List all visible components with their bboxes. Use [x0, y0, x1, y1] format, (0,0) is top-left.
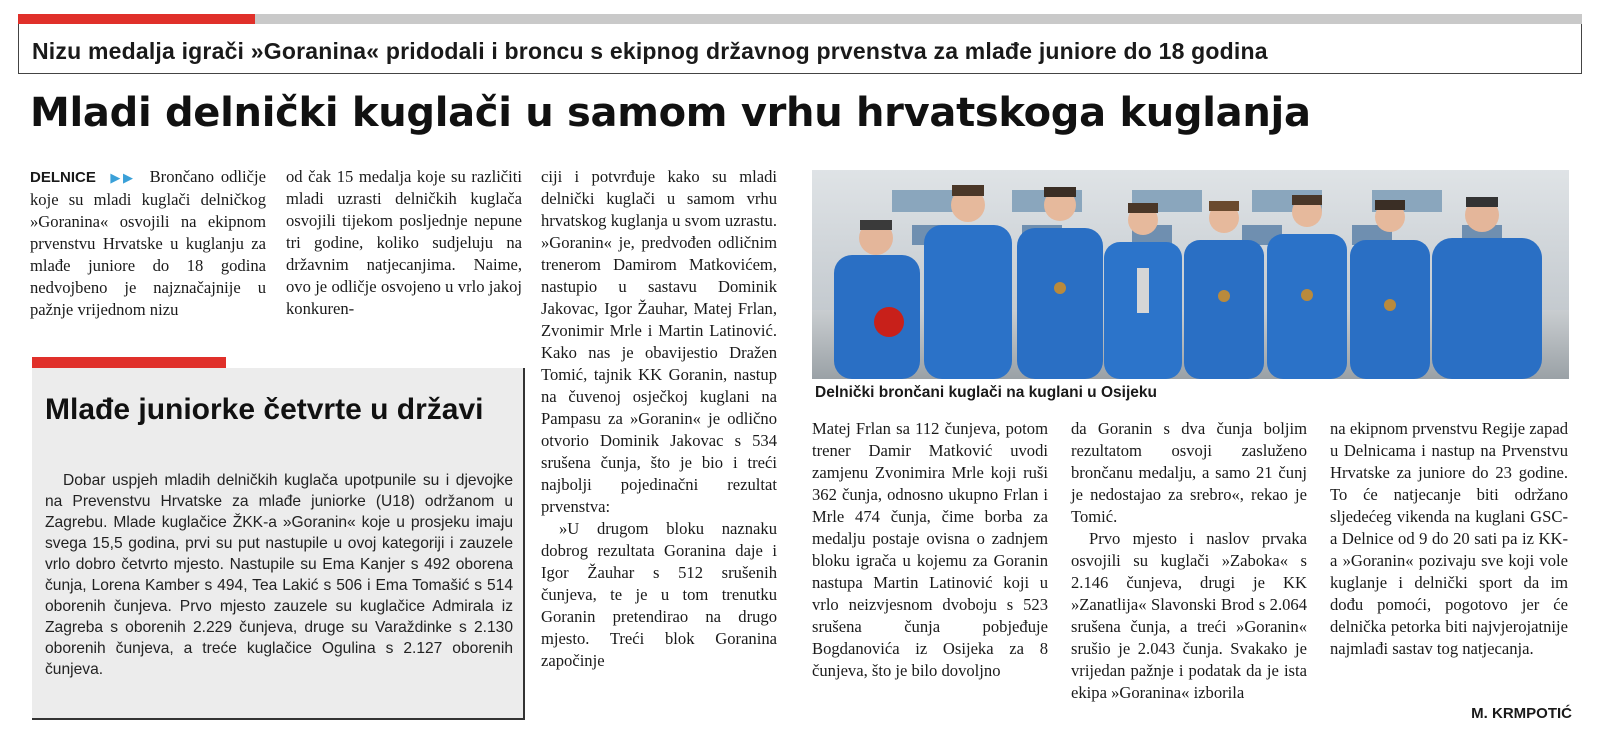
- col5-paragraph-1: da Goranin s dva čunja boljim rezultatom osvoji zasluženo brončanu medalju, a samo 21 čunj je nedostajao za srebro«, rekao je Tomić.: [1071, 419, 1307, 526]
- team-photo: [812, 170, 1569, 379]
- col4-text: Matej Frlan sa 112 čunjeva, potom trener Damir Matković uvodi zamjenu Zvonimira Mrle koji ruši 362 čunja, odnosno ukupno Frlan i Mrle 474 čunja, čime borba za medalju postaje ovisna o zadnjem bloku igrača u kojemu za Goranin nastupa Martin Latinović koji u vrlo neizvjesnom dvoboju s 523 srušena čunja pobjeđuje Bogdanovića iz Osijeka za 8 čunjeva, što je bilo dovoljno: [812, 419, 1048, 680]
- col2-text: od čak 15 medalja koje su različiti mladi uzrasti delničkih kuglača osvojili tijekom posljednje nepune tri godine, koliko sudjeluju na državnim natjecanjima. Naime, ovo je odličje osvojeno u vrlo jakoj konkuren-: [286, 167, 522, 318]
- dateline: DELNICE: [30, 169, 96, 186]
- sidebar-text: Dobar uspjeh mladih delničkih kuglača upotpunile su i djevojke na Prevenstvu Hrvatske za mlađe juniorke (U18) održanom u Zagrebu. Mlade kuglačice ŽKK-a »Goranin« koje u prosjeku imaju svega 15,5 godina, prvi su put nastupile u ovoj kategoriji i zauzele vrlo dobro četvrto mjesto. Nastupile su Ema Kanjer s 492 oborena čunja, Lorena Kamber s 494, Tea Lakić s 506 i Ema Tomašić s 514 oborenih čunjeva. Prvo mjesto zauzele su kuglačice Admirala iz Zagreba s oborenih 2.229 čunjeva, druge su Varaždinke s 2.130 oborenih čunjeva, a treće kuglačice Ogulina s 2.127 oborenih čunjeva.: [45, 472, 513, 678]
- photo-caption: Delnički brončani kuglači na kuglani u Osijeku: [815, 384, 1157, 401]
- col3-paragraph-1: ciji i potvrđuje kako su mladi delnički kuglači u samom vrhu hrvatskog kuglanja u svom uzrastu. »Goranin« je, predvođen odličnim trenerom Damirom Matkovićem, nastupio u sastavu Dominik Jakovac, Igor Žauhar, Matej Frlan, Zvonimir Mrle i Martin Latinović. Kako nas je obavijestio Dražen Tomić, tajnik KK Goranin, nastup na čuvenoj osječkoj kuglani na Pampasu za »Goranin« je odlično otvorio Dominik Jakovac s 534 srušena čunja, što je bio i treći najbolji pojedinačni rezultat prvenstva:: [541, 167, 777, 516]
- sidebar-text-block: [45, 470, 513, 680]
- sidebar-title: Mlađe juniorke četvrte u državi: [45, 393, 484, 426]
- article-column-4: [812, 418, 1048, 682]
- top-grey-bar: [255, 14, 1582, 24]
- team-photo-illustration: [812, 170, 1569, 379]
- headline: Mladi delnički kuglači u samom vrhu hrvatskoga kuglanja: [30, 90, 1311, 136]
- col3-paragraph-2: »U drugom bloku naznaku dobrog rezultata Goranina daje i Igor Žauhar s 512 srušenih čunjeva, te je u tom trenutku Goranin pretendirao na drugo mjesto. Treći blok Goranina započinje: [541, 519, 777, 670]
- article-column-1: [30, 166, 266, 321]
- top-accent-bar: [18, 14, 255, 24]
- article-column-2: [286, 166, 522, 320]
- kicker: Nizu medalja igrači »Goranina« pridodali i broncu s ekipnog državnog prvenstva za mlađe juniore do 18 godina: [32, 38, 1268, 64]
- col5-paragraph-2: Prvo mjesto i naslov prvaka osvojili su kuglači »Zaboka« s 2.146 čunjeva, drugi je KK »Zanatlija« Slavonski Brod s 2.064 srušena čunja, a treći »Goranin« srušio je 2.043 čunja. Svakako je vrijedan pažnje i podatak da je ista ekipa »Goranina« izborila: [1071, 529, 1307, 702]
- sidebar-accent-bar: [32, 357, 226, 368]
- article-column-5: [1071, 418, 1307, 704]
- col6-text: na ekipnom prvenstvu Regije zapad u Delnicama i nastup na Prvenstvu Hrvatske za juniore do 23 godine. To će natjecanje biti održano sljedećeg vikenda na kuglani GSC-a Delnice od 9 do 20 sati pa iz KK-a »Goranin« pozivaju sve koji vole kuglanje i delnički sport da im dođu pomoći, pogotovo jer će delnička petorka biti najvjerojatnije najmlađi sastav tog natjecanja.: [1330, 419, 1568, 658]
- author-byline: M. KRMPOTIĆ: [1471, 705, 1572, 722]
- article-column-6: [1330, 418, 1568, 660]
- article-column-3: [541, 166, 777, 672]
- col1-text: Brončano odličje koje su mladi kuglači delničkog »Goranina« osvojili na ekipnom prvenstvu Hrvatske u kuglanju za mlađe juniore do 18 godina nedvojbeno je najznačajnije u pažnje vrijednom nizu: [30, 167, 266, 319]
- double-arrow-icon: ▶▶: [107, 170, 136, 185]
